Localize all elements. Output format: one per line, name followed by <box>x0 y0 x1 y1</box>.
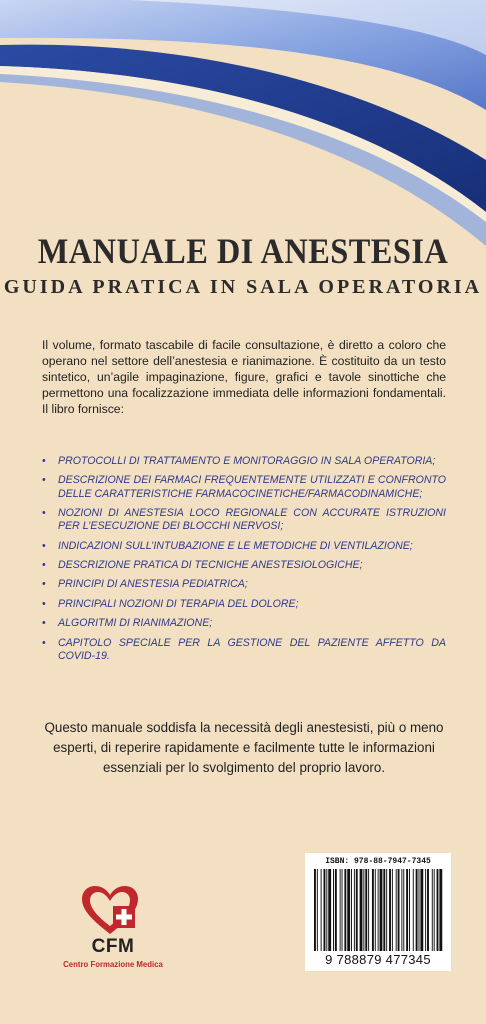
list-item <box>42 474 446 500</box>
list-item <box>42 540 446 553</box>
bullet-icon: • <box>42 578 46 591</box>
list-item <box>42 559 446 572</box>
list-item <box>42 637 446 663</box>
list-item-text: INDICAZIONI SULL’INTUBAZIONE E LE METODICHE DI VENTILAZIONE; <box>58 539 413 552</box>
bullet-icon: • <box>42 636 46 649</box>
list-item <box>42 507 446 533</box>
list-item <box>42 598 446 611</box>
bullet-icon: • <box>42 558 46 571</box>
intro-paragraph: Il volume, formato tascabile di facile consultazione, è diretto a coloro che operano nel settore dell’anestesia e rianimazione. È costituito da un testo sintetico, un’agile impaginazione, figure, grafici e tavole sinottiche che permettono una focalizzazione immediata delle informazioni fondamentali. Il libro fornisce: <box>42 338 446 416</box>
isbn-number: 9 788879 477345 <box>325 952 431 967</box>
list-item-text: DESCRIZIONE PRATICA DI TECNICHE ANESTESIOLOGICHE; <box>58 558 363 571</box>
bullet-icon: • <box>42 539 46 552</box>
bullet-icon: • <box>42 597 46 610</box>
list-item-text: DESCRIZIONE DEI FARMACI FREQUENTEMENTE UTILIZZATI E CONFRONTO DELLE CARATTERISTICHE FARMACOCINETICHE/FARMACODINAMICHE; <box>58 474 446 500</box>
blue-wave-decoration <box>0 0 486 260</box>
list-item-text: ALGORITMI DI RIANIMAZIONE; <box>58 617 213 630</box>
publisher-logo <box>58 884 168 974</box>
publisher-name: CFM <box>91 936 135 957</box>
list-item-text: PRINCIPI DI ANESTESIA PEDIATRICA; <box>58 578 248 591</box>
bullet-icon: • <box>42 506 46 519</box>
publisher-full-name: Centro Formazione Medica <box>63 960 163 969</box>
list-item-text: NOZIONI DI ANESTESIA LOCO REGIONALE CON ACCURATE ISTRUZIONI PER L’ESECUZIONE DEI BLOCCHI NERVOSI; <box>58 506 446 533</box>
list-item-text: CAPITOLO SPECIALE PER LA GESTIONE DEL PAZIENTE AFFETTO DA COVID-19. <box>58 636 446 662</box>
barcode-bars <box>312 869 444 951</box>
book-title: MANUALE DI ANESTESIA <box>37 231 449 271</box>
feature-list <box>42 455 446 669</box>
isbn-label: ISBN: 978-88-7947-7345 <box>325 857 431 866</box>
list-item <box>42 617 446 630</box>
bullet-icon: • <box>42 455 46 467</box>
list-item-text: PRINCIPALI NOZIONI DI TERAPIA DEL DOLORE; <box>58 597 299 610</box>
isbn-barcode <box>305 853 451 971</box>
closing-paragraph: Questo manuale soddisfa la necessità degli anestesisti, più o meno esperti, di reperire rapidamente e facilmente tutte le informazioni essenziali per lo svolgimento del proprio lavoro. <box>44 720 444 775</box>
bullet-icon: • <box>42 474 46 487</box>
list-item-text: PROTOCOLLI DI TRATTAMENTO E MONITORAGGIO IN SALA OPERATORIA; <box>58 455 436 467</box>
list-item <box>42 455 446 468</box>
bullet-icon: • <box>42 617 46 630</box>
book-subtitle: GUIDA PRATICA IN SALA OPERATORIA <box>3 276 483 298</box>
heart-cross-icon <box>80 884 140 936</box>
list-item <box>42 578 446 591</box>
